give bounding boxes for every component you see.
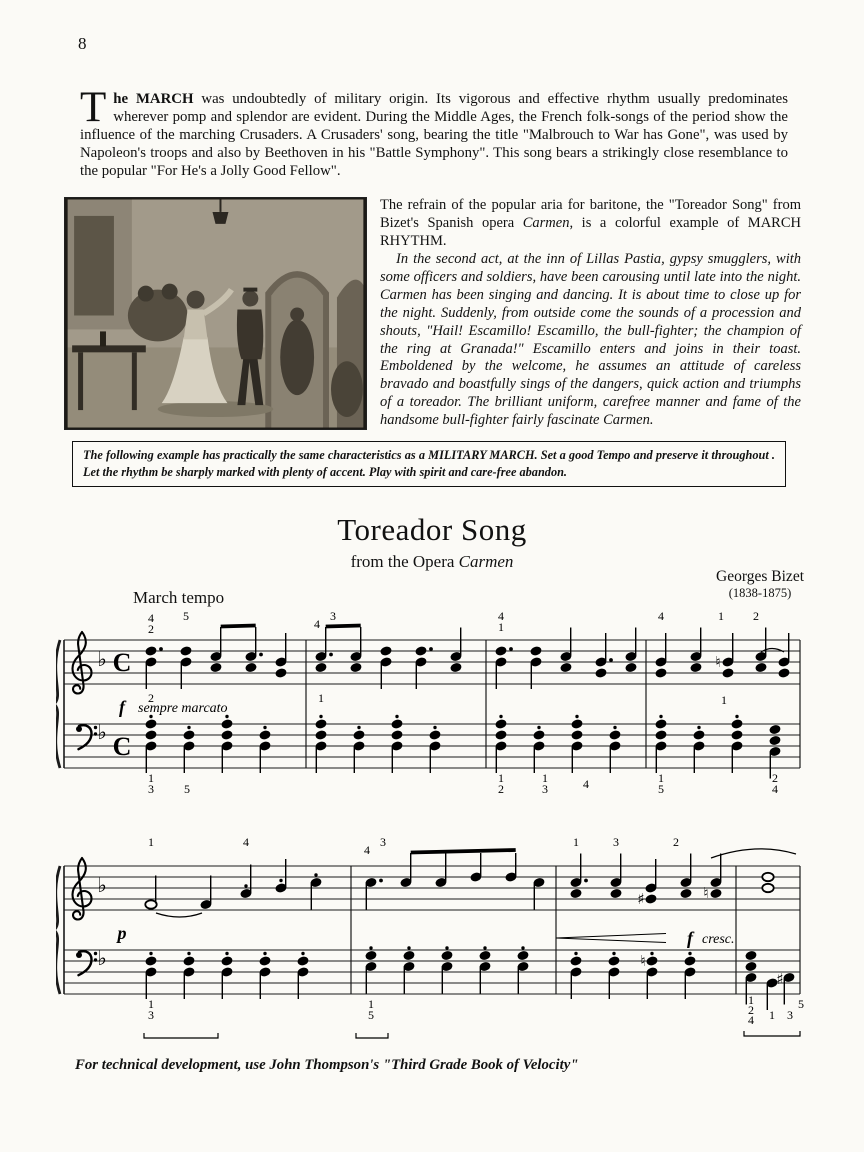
fingering-number: 5 bbox=[658, 782, 664, 796]
fingering-number: 2 bbox=[148, 691, 154, 705]
fingering-number: 4 bbox=[364, 843, 370, 857]
fingering-number: 2 bbox=[772, 771, 778, 785]
note-chord bbox=[275, 859, 287, 893]
note-chord bbox=[415, 646, 433, 689]
note-chord bbox=[560, 628, 572, 673]
note-chord bbox=[391, 715, 403, 773]
note-chord bbox=[609, 726, 621, 773]
notation-layer bbox=[56, 612, 800, 796]
fingering-number: 1 bbox=[498, 620, 504, 634]
aria-paragraph-2: In the second act, at the inn of Lillas Pastia, gypsy smugglers, with some officers and soldiers, have been carousing until late into the night. Carmen has been singing and dancing. It is about time to close up for the night. Suddenly, from outside come the sounds of a procession and shouts, "Hail! Escamillo! Escamillo, the bull-fighter; the champion of the ring at Granada!" Escamillo enters and joins in their toast. Emboldened by the welcome, he assumes an attitude of careless bravado and boastfully sings of the dangers, quick action and triumphs of a toreador. The brilliant uniform, carefree manner and fame of the handsome bull-fighter fairly fascinate Carmen. bbox=[380, 251, 801, 428]
flat-sign: ♭ bbox=[97, 720, 107, 744]
fingering-number: 4 bbox=[148, 612, 154, 625]
aria-paragraph-1 bbox=[380, 197, 801, 250]
note-chord bbox=[145, 876, 156, 909]
fingering-number: 5 bbox=[798, 997, 804, 1011]
fingering-number: 5 bbox=[183, 612, 189, 623]
fingering-number: 1 bbox=[573, 838, 579, 849]
fingering-number: 4 bbox=[748, 1013, 754, 1027]
fingering-number: 3 bbox=[148, 782, 154, 796]
note-chord bbox=[571, 715, 583, 773]
subtitle-opera-name: Carmen bbox=[458, 552, 514, 571]
note-chord bbox=[183, 952, 195, 999]
note-chord bbox=[240, 865, 252, 899]
note-chord bbox=[495, 646, 513, 689]
composer-dates: (1838-1875) bbox=[728, 585, 792, 600]
fingering-number: 1 bbox=[542, 771, 548, 785]
note-chord bbox=[315, 715, 327, 773]
fingering-number: 1 bbox=[498, 771, 504, 785]
note-chord bbox=[145, 715, 157, 773]
grand-staff-system-2 bbox=[56, 838, 808, 1050]
fingering-number: 3 bbox=[330, 612, 336, 623]
note-chord bbox=[221, 952, 233, 999]
brace-icon bbox=[56, 866, 60, 994]
dynamic-marking: sempre marcato bbox=[138, 701, 228, 716]
piece-title: Toreador Song bbox=[337, 512, 527, 547]
note-chord bbox=[365, 878, 383, 910]
time-signature: C bbox=[112, 648, 132, 677]
note-chord bbox=[210, 627, 222, 672]
illustration-art bbox=[66, 198, 365, 429]
note-chord bbox=[245, 627, 263, 672]
note-chord bbox=[450, 628, 462, 673]
beam bbox=[326, 626, 361, 627]
accidental-sign: ♮ bbox=[640, 952, 646, 970]
note-chord bbox=[259, 952, 271, 999]
fingering-number: 1 bbox=[148, 771, 154, 785]
note-chord bbox=[403, 946, 415, 993]
note-chord bbox=[200, 876, 212, 910]
flat-sign: ♭ bbox=[97, 946, 107, 970]
fingering-number: 3 bbox=[542, 782, 548, 796]
note-chord bbox=[690, 628, 702, 673]
fingering-number: 3 bbox=[787, 1008, 793, 1022]
note-chord bbox=[517, 946, 529, 993]
fingering-number: 5 bbox=[184, 782, 190, 796]
accidental-sign: ♯ bbox=[637, 890, 645, 908]
note-chord bbox=[441, 946, 453, 993]
aria-description bbox=[380, 197, 801, 430]
grand-staff-system-1 bbox=[56, 612, 808, 810]
note-chord bbox=[350, 627, 362, 672]
composer-name: Georges Bizet bbox=[716, 568, 804, 585]
note-chord bbox=[570, 952, 582, 999]
fingering-number: 1 bbox=[148, 997, 154, 1011]
aria-p1-text-b: , is a colorful example of MARCH RHYTHM. bbox=[380, 214, 801, 249]
note-chord bbox=[353, 726, 365, 773]
accidental-sign: ♮ bbox=[715, 653, 721, 671]
fingering-bracket bbox=[744, 1031, 800, 1036]
note-chord bbox=[533, 726, 545, 773]
note-chord bbox=[400, 853, 412, 887]
fingering-number: 1 bbox=[721, 693, 727, 707]
note-chord bbox=[533, 878, 545, 910]
fingering-number: 2 bbox=[748, 1003, 754, 1017]
aria-p1-text: The refrain of the popular aria for baritone, the "Toreador Song" from Bizet's Spanish opera bbox=[380, 197, 801, 231]
note-chord bbox=[479, 946, 491, 993]
slur bbox=[156, 913, 202, 917]
intro-lead: he MARCH bbox=[113, 91, 194, 107]
fingering-number: 3 bbox=[148, 1008, 154, 1022]
note-chord bbox=[145, 952, 157, 999]
note-chord bbox=[762, 873, 773, 892]
note-chord bbox=[365, 946, 377, 993]
note-chord bbox=[221, 715, 233, 773]
fingering-number: 2 bbox=[148, 622, 154, 636]
fingering-number: 2 bbox=[753, 612, 759, 623]
fingering-number: 1 bbox=[368, 997, 374, 1011]
note-chord bbox=[610, 854, 622, 899]
fingering-number: 5 bbox=[368, 1008, 374, 1022]
flat-sign: ♭ bbox=[97, 873, 107, 897]
composer-block bbox=[716, 568, 804, 600]
crescendo-hairpin bbox=[556, 938, 666, 943]
fingering-number: 1 bbox=[769, 1008, 775, 1022]
fingering-number: 1 bbox=[718, 612, 724, 623]
illustration-row bbox=[64, 197, 801, 430]
note-chord bbox=[183, 726, 195, 773]
note-chord bbox=[180, 646, 192, 689]
note-chord bbox=[297, 952, 309, 999]
intro-text: was undoubtedly of military origin. Its vigorous and effective rhythm usually predominates wherever pomp and splendor are evident. During the Middle Ages, the French folk-songs of the period show the influence of the marching Crusaders. A Crusaders' song, bearing the title "Malbrouch to War has Gone", was used by Napoleon's troops and also by Beethoven in his "Battle Symphony". This song bears a strikingly close resemblance to the popular "For He's a Jolly Good Fellow". bbox=[80, 91, 788, 180]
note-chord bbox=[684, 952, 696, 999]
beam bbox=[221, 626, 256, 627]
dynamic-marking: p bbox=[117, 923, 127, 943]
practice-note-box: The following example has practically the same characteristics as a MILITARY MARCH. Set a good Tempo and preserve it throughout . Let the rhythm be sharply marked with plenty of accent. Play with spirit and care-free abandon. bbox=[72, 441, 786, 487]
note-chord bbox=[710, 854, 722, 899]
fingering-number: 2 bbox=[673, 838, 679, 849]
fingering-number: 2 bbox=[498, 782, 504, 796]
note-chord bbox=[259, 726, 271, 773]
note-chord bbox=[731, 715, 743, 773]
slur bbox=[711, 849, 796, 858]
fingering-number: 4 bbox=[583, 777, 589, 791]
note-chord bbox=[429, 726, 441, 773]
dynamic-marking: cresc. bbox=[702, 932, 735, 947]
subtitle-prefix: from the Opera bbox=[350, 552, 459, 571]
opera-name: Carmen bbox=[522, 214, 570, 231]
fingering-number: 4 bbox=[498, 612, 504, 623]
note-chord bbox=[783, 973, 795, 1005]
flat-sign: ♭ bbox=[97, 647, 107, 671]
fingering-number: 4 bbox=[243, 838, 249, 849]
dynamic-marking: f bbox=[687, 928, 693, 948]
note-chord bbox=[646, 952, 658, 999]
note-chord bbox=[608, 952, 620, 999]
brace-icon bbox=[56, 640, 60, 768]
fingering-bracket bbox=[356, 1033, 388, 1038]
notation-layer bbox=[56, 838, 804, 1038]
tempo-marking: March tempo bbox=[133, 588, 225, 607]
note-chord bbox=[310, 873, 322, 909]
accidental-sign: ♮ bbox=[703, 884, 709, 902]
fingering-number: 1 bbox=[748, 993, 754, 1007]
crescendo-hairpin bbox=[556, 934, 666, 939]
note-chord bbox=[495, 715, 507, 773]
note-chord bbox=[570, 854, 588, 899]
fingering-number: 1 bbox=[318, 691, 324, 705]
note-chord bbox=[680, 854, 692, 899]
note-chord bbox=[530, 646, 542, 689]
technical-note: For technical development, use John Thompson's "Third Grade Book of Velocity" bbox=[75, 1057, 579, 1073]
note-chord bbox=[505, 853, 517, 882]
fingering-number: 1 bbox=[148, 838, 154, 849]
time-signature: C bbox=[112, 732, 132, 761]
intro-paragraph bbox=[80, 84, 788, 180]
drop-cap: T bbox=[80, 84, 107, 131]
note-chord bbox=[315, 627, 333, 672]
note-chord bbox=[380, 646, 392, 689]
beam bbox=[411, 850, 516, 853]
fingering-number: 4 bbox=[658, 612, 664, 623]
dynamic-marking: f bbox=[119, 697, 125, 717]
note-chord bbox=[470, 853, 482, 882]
fingering-bracket bbox=[144, 1033, 218, 1038]
note-chord bbox=[693, 726, 705, 773]
note-chord bbox=[655, 715, 667, 773]
carmen-tavern-illustration bbox=[64, 197, 367, 430]
fingering-number: 3 bbox=[380, 838, 386, 849]
page-number: 8 bbox=[78, 34, 87, 53]
accidental-sign: ♯ bbox=[776, 970, 784, 988]
fingering-number: 4 bbox=[314, 617, 320, 631]
fingering-number: 1 bbox=[658, 771, 664, 785]
note-chord bbox=[625, 628, 637, 673]
note-chord bbox=[435, 853, 447, 887]
note-chord bbox=[145, 646, 163, 689]
fingering-number: 3 bbox=[613, 838, 619, 849]
fingering-number: 4 bbox=[772, 782, 778, 796]
